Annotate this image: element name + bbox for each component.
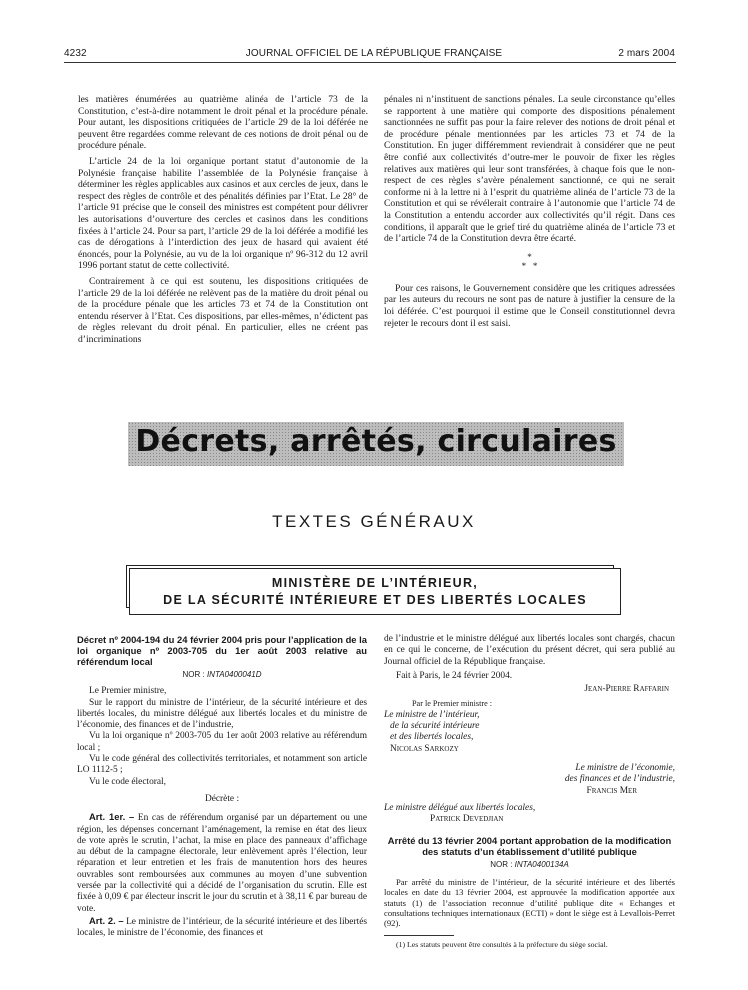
- min-eco-signature: Francis Mer: [586, 785, 637, 796]
- decret-nor: [77, 669, 367, 680]
- nor-code: INTA0400041D: [206, 670, 262, 679]
- arrete-nor: [384, 859, 675, 870]
- article-2-text: Le ministre de l’intérieur, de la sécurité intérieure et des libertés locales, le ministre de l’économie, des finances et: [77, 916, 368, 939]
- paragraph: Vu le code général des collectivités territoriales, et notamment son article LO 1112-5 ;: [77, 754, 367, 776]
- paragraph: pénales ni n’instituent de sanctions pénales. La seule circonstance qu’elles se rapportent à une matière qui comporte des dispositions pénalement sanctionnées ne suffit pas pour la faire relever des notions de droit pénal et de procédure pénale mentionnées par les articles 73 et 74 de la Constitution. En juger différemment reviendrait à considérer que ne peut être confié aux collectivités d’outre-mer le pouvoir de fixer les règles relatives aux matières qui leur sont transférées, à chaque fois que le non-respect de ces règles s’avère pénalement sanctionné, ce qui ne serait conforme ni à la lettre ni à l’esprit du quatrième alinéa de l’article 73 de la Constitution et qui se révélerait contraire à l’autonomie que l’article 74 de la Constitution a entendu accorder aux collectivités qu’il régit. Dans ces conditions, il apparaît que le grief tiré du quatrième alinéa de l’article 73 et de l’article 74 de la Constitution devra être écarté.: [384, 94, 675, 245]
- pm-signature: Jean-Pierre Raffarin: [584, 684, 669, 695]
- min-int-line-1: Le ministre de l’intérieur,: [384, 709, 480, 720]
- arrete-text: Par arrêté du ministre de l’intérieur, de la sécurité intérieure et des libertés locales en date du 13 février 2004, est approuvée la modification apportée aux statuts (1) de l’association reconnue d’utilité publique dite « Echanges et consultations techniques internationaux (ECTI) » dont le siège est à Levallois-Perret (92).: [384, 876, 675, 929]
- star-bottom: * *: [521, 260, 538, 271]
- article-1-label: Art. 1er. –: [89, 811, 135, 823]
- fait-a-paris: Fait à Paris, le 24 février 2004.: [396, 670, 513, 681]
- paragraph: L’article 24 de la loi organique portant statut d’autonomie de la Polynésie française habilite l’assemblée de la Polynésie française à déterminer les règles applicables aux casinos et aux cercles de jeux, dans le respect des règles de contrôle et des pénalités définies par l’Etat. Le 28° de l’article 91 précise que le conseil des ministres est compétent pour délivrer les autorisations d’ouverture des cercles et casinos dans les conditions fixées à l’article 24. Pour sa part, l’article 29 de la loi déférée a modifié les cas de dérogations à l’interdiction des jeux de hasard qui avaient été énoncés, pour la Polynésie, au vu de la loi organique nº 96-312 du 12 avril 1996 portant statut de cette collectivité.: [78, 155, 368, 272]
- top-left-column: [78, 94, 368, 349]
- article-2-label: Art. 2. –: [89, 914, 124, 926]
- decret-column-right: [384, 634, 675, 949]
- article-2: [77, 915, 367, 940]
- journal-title: JOURNAL OFFICIEL DE LA RÉPUBLIQUE FRANÇAISE: [245, 48, 503, 59]
- paragraph: Sur le rapport du ministre de l’intérieur, de la sécurité intérieure et des libertés locales, du ministre délégué aux libertés locales et du ministre de l’économie, des finances et de l’industrie,: [77, 697, 367, 731]
- min-del-line: Le ministre délégué aux libertés locales,: [384, 802, 536, 813]
- min-del-signature: Patrick Devedjian: [430, 814, 504, 825]
- paragraph: Vu la loi organique nº 2003-705 du 1er août 2003 relative au référendum local ;: [77, 731, 367, 753]
- min-int-line-3: et des libertés locales,: [390, 732, 474, 743]
- issue-date: 2 mars 2004: [618, 48, 675, 59]
- banner-title: Décrets, arrêtés, circulaires: [135, 424, 617, 459]
- arrete-title: Arrêté du 13 février 2004 portant approbation de la modification des statuts d’un établissement d’utilité publique: [387, 835, 672, 858]
- min-eco-line-1: Le ministre de l’économie,: [575, 762, 675, 773]
- header-rule: [64, 62, 676, 63]
- nor-label: NOR :: [182, 670, 205, 679]
- article-1: [77, 811, 367, 915]
- decrete: Décrète :: [204, 793, 240, 804]
- paragraph: Vu le code électoral,: [89, 776, 166, 787]
- page-number: 4232: [64, 48, 87, 59]
- paragraph: les matières énumérées au quatrième alinéa de l’article 73 de la Constitution, c’est-à-dire notamment le droit pénal et la procédure pénale. Pour autant, les dispositions critiquées de l’article 29 de la loi déférée ne peuvent être regardées comme relevant de ces notions de droit pénal ou de procédure pénale.: [78, 94, 368, 152]
- section-heading: TEXTES GÉNÉRAUX: [272, 512, 476, 531]
- section-stars: [384, 253, 675, 271]
- decret-column-left: [77, 634, 367, 940]
- ministry-line-2: DE LA SÉCURITÉ INTÉRIEURE ET DES LIBERTÉS LOCALES: [163, 593, 587, 607]
- decret-title: Décret nº 2004-194 du 24 février 2004 pris pour l’application de la loi organique nº 2003-705 du 1er août 2003 relative au référendum local: [77, 634, 367, 667]
- top-right-column: [384, 94, 675, 333]
- article-2-continued: de l’industrie et le ministre délégué aux libertés locales sont chargés, chacun en ce qui le concerne, de l’exécution du présent décret, qui sera publié au Journal officiel de la République française.: [384, 634, 675, 667]
- footnote-rule: [384, 935, 454, 936]
- nor-label: NOR :: [490, 860, 513, 870]
- min-int-line-2: de la sécurité intérieure: [390, 721, 480, 732]
- nor-code: INTA0400134A: [514, 860, 569, 870]
- article-1-text: En cas de référendum organisé par un département ou une région, les dépenses concernant l’aménagement, la remise en état des lieux de vote après le scrutin, l’achat, la mise en place des panneaux d’affichage au début de la campagne électorale, leur enlèvement après l’élection, leur réparation et leur entretien et les frais de manutention hors des heures ouvrables sont remboursées aux communes au moyen d’une subvention versée par la collectivité qui a décidé de l’organisation du scrutin. Elle est fixée à 0,09 € par électeur inscrit le jour du scrutin et à 38,11 € par bureau de vote.: [77, 813, 368, 914]
- ministry-line-1: MINISTÈRE DE L’INTÉRIEUR,: [271, 576, 479, 590]
- min-int-signature: Nicolas Sarkozy: [390, 743, 459, 754]
- paragraph: Le Premier ministre,: [89, 686, 167, 697]
- section-banner: [128, 422, 624, 466]
- ministry-box: [129, 568, 621, 615]
- min-eco-line-2: des finances et de l’industrie,: [564, 774, 675, 785]
- paragraph: Contrairement à ce qui est soutenu, les dispositions critiquées de l’article 29 de la loi déférée ne relèvent pas de la matière du droit pénal ou de la procédure pénale que les articles 73 et 74 de la Constitution ont entendu réserver à l’Etat. Ces dispositions, par elles-mêmes, n’édictent pas de règles relevant du droit pénal. En particulier, elles ne créent pas d’incriminations: [78, 275, 368, 345]
- footnote: (1) Les statuts peuvent être consultés à la préfecture du siège social.: [396, 939, 608, 949]
- star-top: *: [527, 251, 532, 262]
- par-premier-ministre: Par le Premier ministre :: [412, 699, 493, 709]
- paragraph: Pour ces raisons, le Gouvernement considère que les critiques adressées par les auteurs du recours ne sont pas de nature à justifier la censure de la loi déférée. C’est pourquoi il estime que le Conseil constitutionnel devra rejeter le recours dont il est saisi.: [384, 282, 675, 329]
